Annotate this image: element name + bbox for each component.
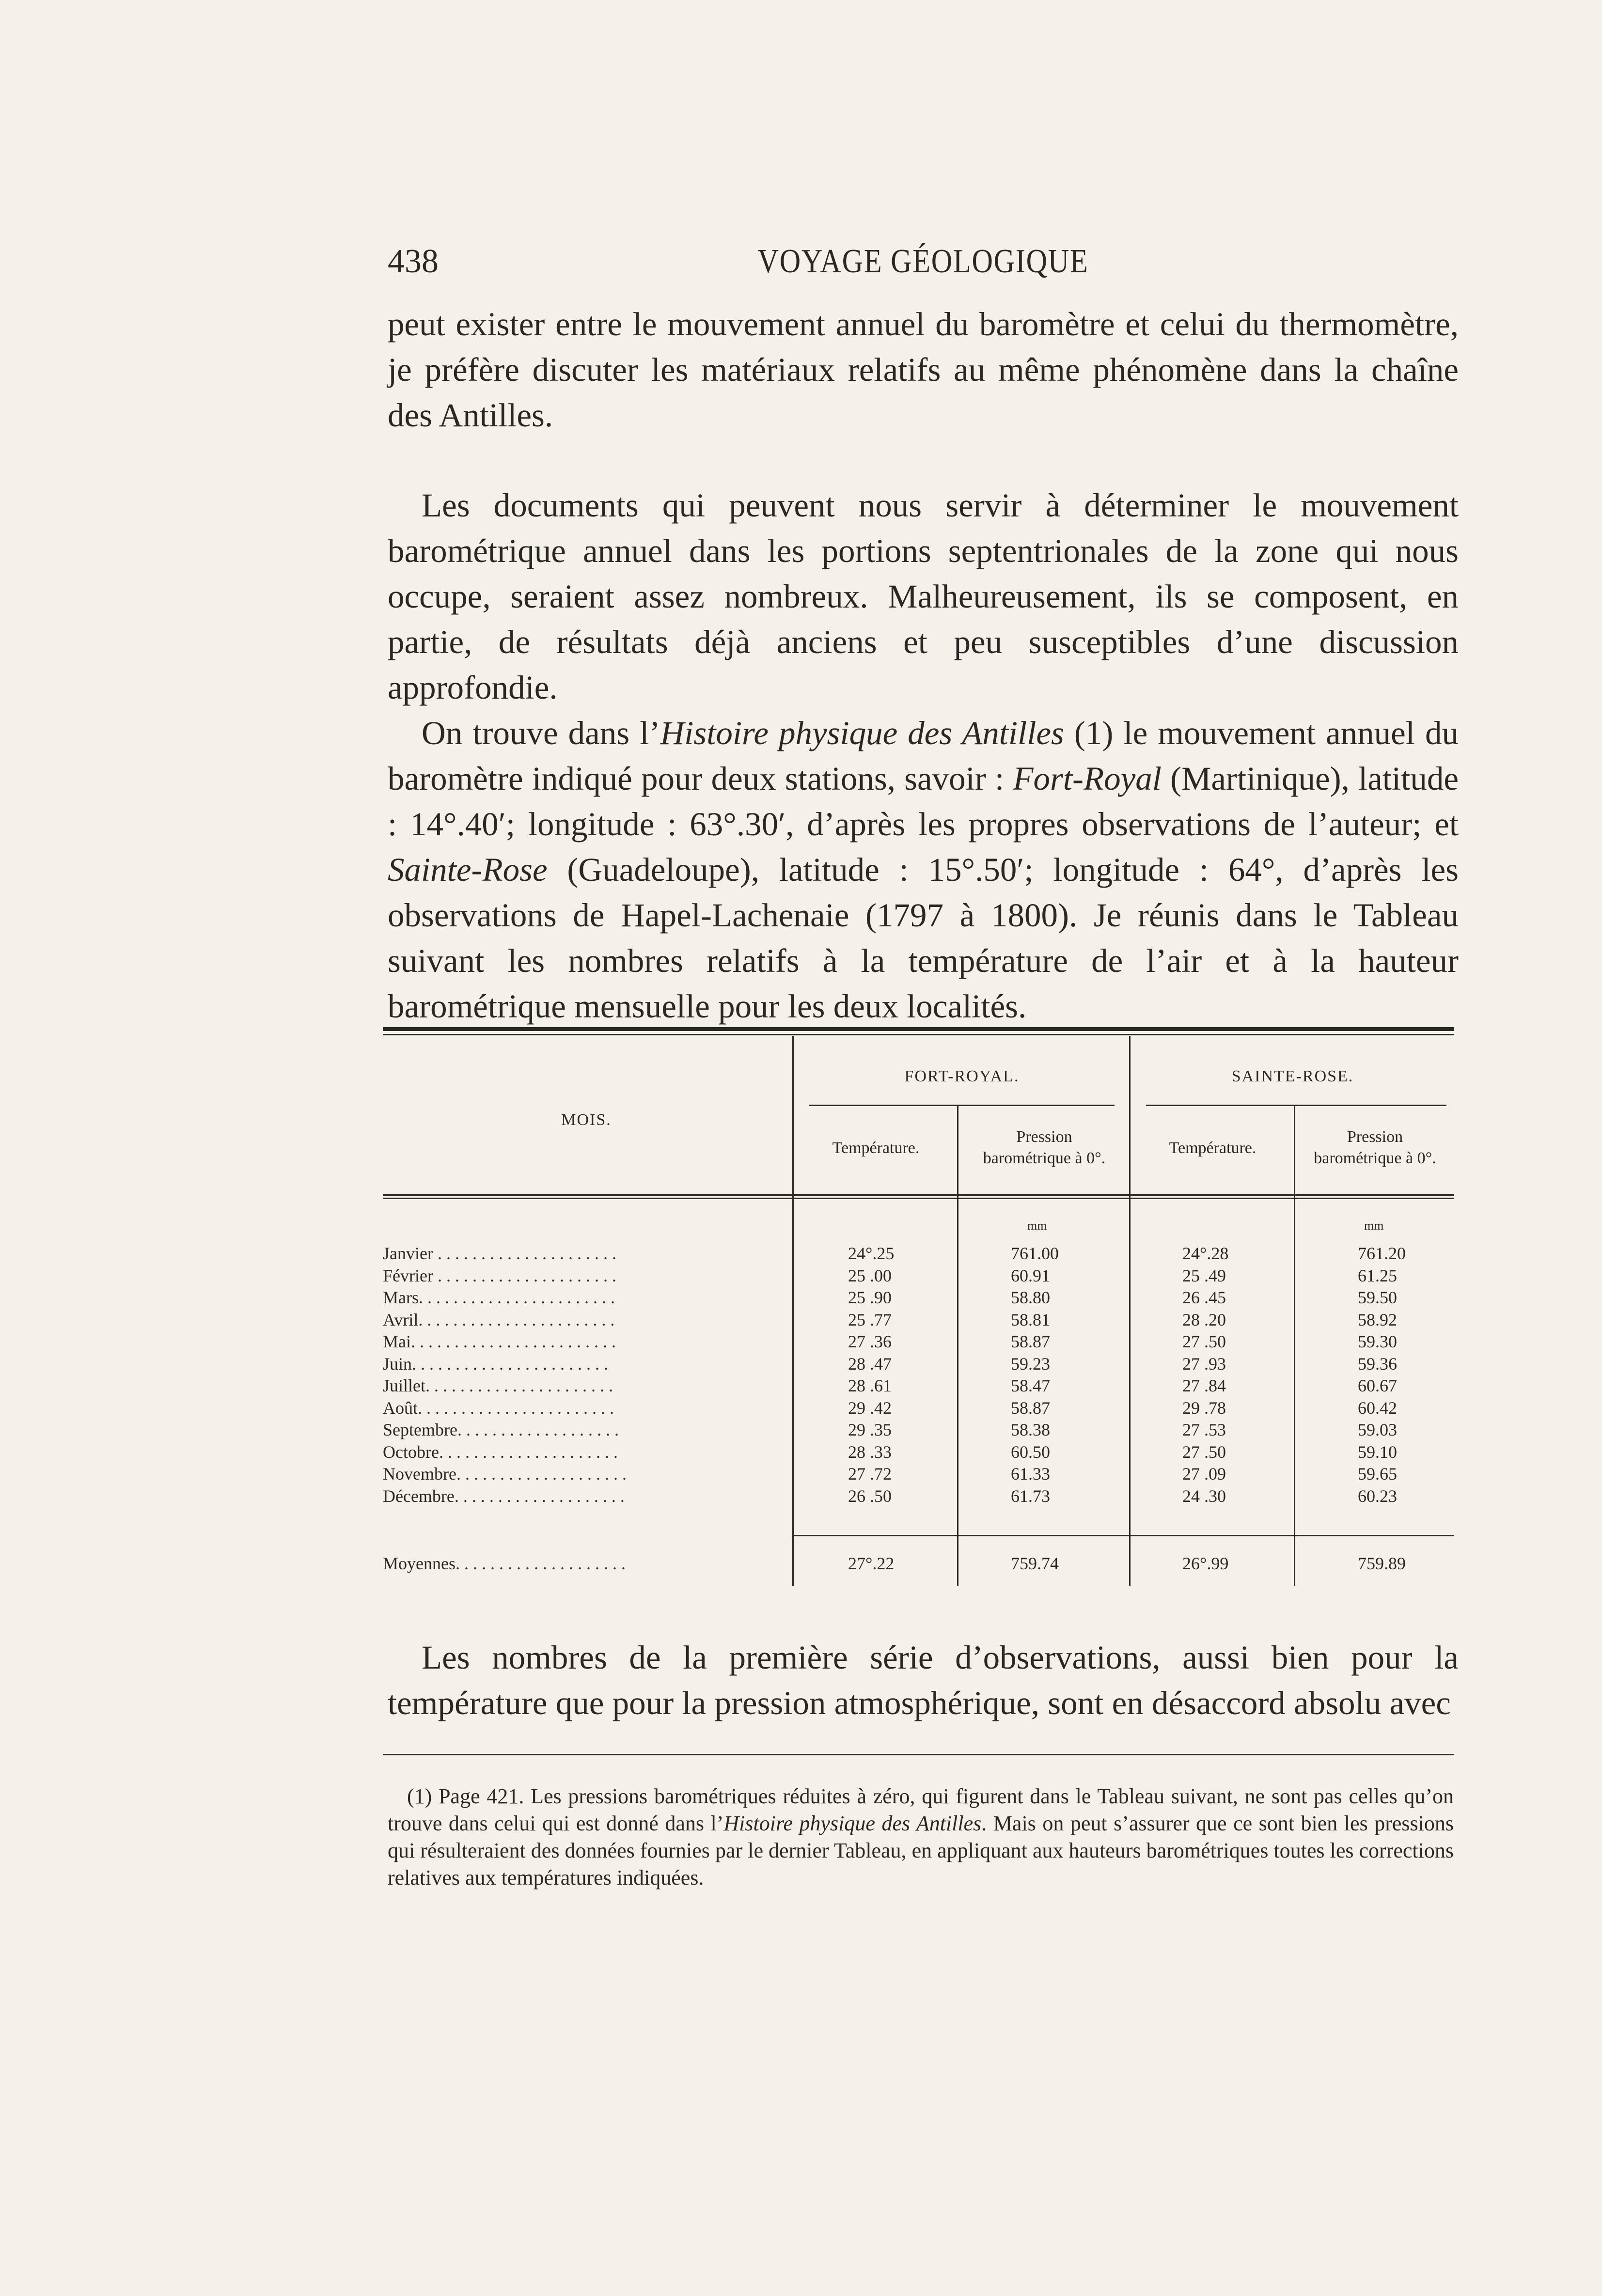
cell-mois: Octobre. . . . . . . . . . . . . . . . . . . . . — [383, 1442, 618, 1462]
cell-temperature: 25 .90 — [848, 1288, 892, 1307]
paragraph-text: Les documents qui peuvent nous servir à déterminer le mouvement barométrique annuel dans les portions septentrionales de la zone qui nous occupe, seraient assez nombreux. Malheureusement, ils se composent, en partie, de résultats déjà anciens et peu susceptibles d’une discussion approfondie. — [388, 487, 1459, 706]
cell-temperature: 26°.99 — [1182, 1554, 1229, 1573]
cell-pression: 759.74 — [1011, 1554, 1059, 1573]
column-header-temperature: Température. — [832, 1139, 920, 1157]
table-row — [383, 1441, 1454, 1463]
cell-pression: 58.87 — [1011, 1332, 1050, 1351]
cell-pression: 58.38 — [1011, 1420, 1050, 1439]
cell-mois: Moyennes. . . . . . . . . . . . . . . . . . . . — [383, 1554, 626, 1573]
cell-pression: 58.87 — [1011, 1398, 1050, 1418]
table-row — [383, 1287, 1454, 1309]
table-row — [383, 1463, 1454, 1485]
table-row — [383, 1353, 1454, 1375]
page-number: 438 — [388, 243, 439, 280]
cell-temperature: 25 .49 — [1182, 1265, 1226, 1285]
cell-pression: 61.25 — [1358, 1265, 1397, 1285]
book-title-italic: Histoire physique des Antilles — [660, 715, 1064, 751]
footnote-rule — [383, 1754, 1454, 1755]
cell-mois: Juillet. . . . . . . . . . . . . . . . . . . . . . — [383, 1376, 613, 1395]
column-header-temperature: Température. — [1169, 1139, 1256, 1157]
station-sainte-rose: Sainte-Rose — [388, 851, 548, 888]
cell-temperature: 27 .50 — [1182, 1332, 1226, 1351]
cell-temperature: 28 .20 — [1182, 1310, 1226, 1329]
cell-temperature: 29 .35 — [848, 1420, 892, 1439]
cell-mois: Mars. . . . . . . . . . . . . . . . . . . . . . . — [383, 1288, 615, 1307]
cell-mois: Août. . . . . . . . . . . . . . . . . . . . . . . — [383, 1398, 614, 1418]
cell-pression: 761.00 — [1011, 1244, 1059, 1263]
paragraph-discussion: Les nombres de la première série d’observations, aussi bien pour la température que pour la pression atmosphérique, sont en désaccord absolu avec — [388, 1639, 1459, 1721]
cell-temperature: 29 .78 — [1182, 1398, 1226, 1418]
table-row — [383, 1485, 1454, 1507]
column-header-pression: Pression barométrique à 0°. — [983, 1128, 1106, 1167]
cell-temperature: 28 .47 — [848, 1354, 892, 1374]
header-rule — [383, 1194, 1454, 1196]
cell-temperature: 26 .45 — [1182, 1288, 1226, 1307]
book-title-italic: Histoire physique des Antilles — [723, 1812, 982, 1835]
unit-mm: mm — [1364, 1218, 1384, 1233]
cell-pression: 61.73 — [1011, 1486, 1050, 1506]
cell-temperature: 27 .53 — [1182, 1420, 1226, 1439]
table-row — [383, 1265, 1454, 1287]
table-row — [383, 1375, 1454, 1397]
cell-pression: 59.50 — [1358, 1288, 1397, 1307]
page-title: VOYAGE GÉOLOGIQUE — [757, 243, 1089, 280]
cell-pression: 61.33 — [1011, 1464, 1050, 1484]
cell-mois: Septembre. . . . . . . . . . . . . . . . . . . — [383, 1420, 619, 1439]
cell-pression: 59.65 — [1358, 1464, 1397, 1484]
cell-mois: Février . . . . . . . . . . . . . . . . . . . . . — [383, 1265, 616, 1285]
cell-temperature: 27 .93 — [1182, 1354, 1226, 1374]
unit-mm: mm — [1027, 1218, 1047, 1233]
paragraph-stations: On trouve dans l’Histoire physique des Antilles (1) le mouvement annuel du baromètre indiqué pour deux stations, savoir : Fort-Royal (Martinique), latitude : 14°.40′; longitude : 63°.30′, d’après les propres observations de l’auteur; et Sainte-Rose (Guadeloupe), latitude : 15°.50′; longitude : 64°, d’après les observations de Hapel-Lachenaie (1797 à 1800). Je réunis dans le Tableau suivant les nombres relatifs à la température de l’air et à la hauteur barométrique mensuelle pour les deux localités. — [388, 715, 1459, 1025]
cell-pression: 59.30 — [1358, 1332, 1397, 1351]
table-top-rule — [383, 1027, 1454, 1031]
cell-temperature: 27 .09 — [1182, 1464, 1226, 1484]
paragraph-documents — [388, 483, 1459, 1029]
cell-temperature: 27 .84 — [1182, 1376, 1226, 1395]
group-header-fort-royal: FORT-ROYAL. — [904, 1067, 1020, 1085]
cell-temperature: 27°.22 — [848, 1554, 895, 1573]
cell-pression: 58.81 — [1011, 1310, 1050, 1329]
cell-temperature: 27 .50 — [1182, 1442, 1226, 1462]
paragraph-continuation: peut exister entre le mouvement annuel du baromètre et celui du thermomètre, je préfère discuter les matériaux relatifs au même phénomène dans la chaîne des Antilles. — [388, 306, 1459, 434]
table-row — [383, 1309, 1454, 1331]
cell-temperature: 25 .00 — [848, 1265, 892, 1285]
cell-mois: Décembre. . . . . . . . . . . . . . . . . . . . — [383, 1486, 625, 1506]
cell-pression: 59.10 — [1358, 1442, 1397, 1462]
table-row — [383, 1243, 1454, 1265]
cell-mois: Novembre. . . . . . . . . . . . . . . . . . . . — [383, 1464, 627, 1484]
moyennes-rule — [792, 1535, 1454, 1536]
cell-temperature: 24°.28 — [1182, 1244, 1229, 1263]
cell-pression: 759.89 — [1358, 1554, 1406, 1573]
cell-pression: 60.67 — [1358, 1376, 1397, 1395]
cell-mois: Mai. . . . . . . . . . . . . . . . . . . . . . . . — [383, 1332, 616, 1351]
cell-mois: Juin. . . . . . . . . . . . . . . . . . . . . . . — [383, 1354, 609, 1374]
cell-temperature: 27 .72 — [848, 1464, 892, 1484]
cell-pression: 60.91 — [1011, 1265, 1050, 1285]
column-header-pression: Pression barométrique à 0°. — [1314, 1128, 1436, 1167]
cell-temperature: 28 .33 — [848, 1442, 892, 1462]
data-table — [383, 1027, 1454, 1596]
table-row — [383, 1331, 1454, 1353]
group-rule-fort-royal — [809, 1105, 1115, 1106]
station-fort-royal: Fort-Royal — [1013, 760, 1162, 797]
cell-temperature: 24°.25 — [848, 1244, 895, 1263]
running-head — [388, 242, 1459, 286]
cell-mois: Avril. . . . . . . . . . . . . . . . . . . . . . . — [383, 1310, 615, 1329]
cell-pression: 761.20 — [1358, 1244, 1406, 1263]
cell-pression: 59.03 — [1358, 1420, 1397, 1439]
cell-pression: 58.47 — [1011, 1376, 1050, 1395]
footnote: (1) Page 421. Les pressions barométriques réduites à zéro, qui figurent dans le Tableau suivant, ne sont pas celles qu’on trouve dans celui qui est donné dans l’Histoire physique des Antilles. Mais on peut s’assurer que ce sont bien les pressions qui résulteraient des données fournies par le dernier Tableau, en appliquant aux hauteurs barométriques toutes les corrections relatives aux températures indiquées. — [388, 1784, 1454, 1890]
cell-temperature: 26 .50 — [848, 1486, 892, 1506]
cell-temperature: 27 .36 — [848, 1332, 892, 1351]
cell-pression: 58.92 — [1358, 1310, 1397, 1329]
cell-pression: 59.23 — [1011, 1354, 1050, 1374]
group-rule-sainte-rose — [1146, 1105, 1446, 1106]
cell-pression: 60.23 — [1358, 1486, 1397, 1506]
cell-pression: 60.50 — [1011, 1442, 1050, 1462]
cell-temperature: 29 .42 — [848, 1398, 892, 1418]
cell-temperature: 24 .30 — [1182, 1486, 1226, 1506]
cell-pression: 59.36 — [1358, 1354, 1397, 1374]
group-header-sainte-rose: SAINTE-ROSE. — [1231, 1067, 1354, 1085]
cell-pression: 58.80 — [1011, 1288, 1050, 1307]
table-row-moyennes — [383, 1553, 1454, 1575]
table-row — [383, 1397, 1454, 1419]
table-top-rule-thin — [383, 1034, 1454, 1035]
cell-temperature: 28 .61 — [848, 1376, 892, 1395]
cell-pression: 60.42 — [1358, 1398, 1397, 1418]
header-rule — [383, 1198, 1454, 1199]
table-row — [383, 1419, 1454, 1441]
cell-temperature: 25 .77 — [848, 1310, 892, 1329]
column-header-mois: MOIS. — [561, 1111, 612, 1129]
cell-mois: Janvier . . . . . . . . . . . . . . . . . . . . . — [383, 1244, 616, 1263]
